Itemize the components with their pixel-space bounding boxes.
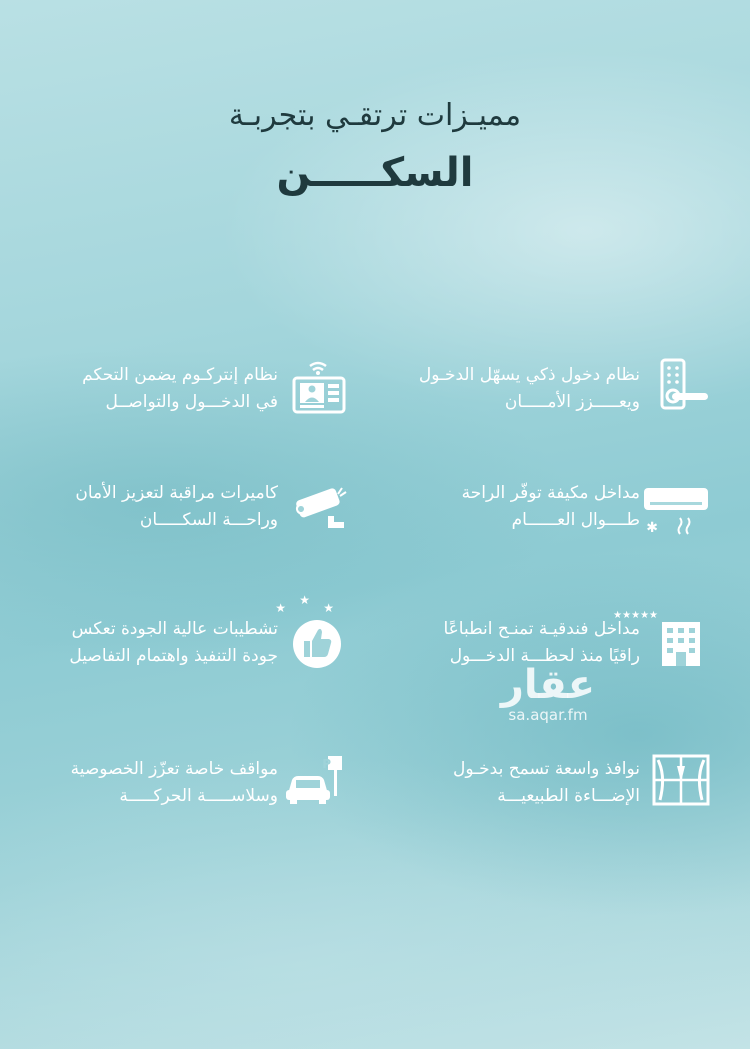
- feature-intercom: [30, 358, 350, 448]
- svg-text:★: ★: [299, 593, 310, 607]
- feature-text: [390, 362, 640, 416]
- feature-line-1: تشطيبات عالية الجودة تعكس: [71, 619, 278, 639]
- feature-text: [390, 756, 640, 810]
- svg-text:★: ★: [323, 601, 334, 615]
- window-icon: [650, 752, 712, 814]
- feature-parking: [30, 752, 350, 842]
- feature-text: [390, 480, 640, 534]
- title-line-1: مميـزات ترتقـي بتجربـة: [228, 98, 522, 133]
- feature-text: [28, 756, 278, 810]
- title-line-2: السكـــــن: [276, 150, 474, 196]
- watermark-logo: عقار: [500, 662, 596, 708]
- aqar-watermark: [488, 664, 608, 724]
- feature-line-2: جودة التنفيذ واهتمام التفاصيل: [69, 646, 278, 666]
- feature-text: [28, 480, 278, 534]
- feature-line-2: وسلاســـــة الحركـــــة: [119, 786, 278, 806]
- feature-line-1: نظام دخول ذكي يسهّل الدخـول: [418, 365, 640, 385]
- feature-cameras: [30, 476, 350, 566]
- feature-line-2: وراحـــة السكـــــان: [139, 510, 278, 530]
- feature-line-1: مداخل فندقيـة تمنـح انطباعًا: [443, 619, 640, 639]
- feature-line-1: نوافذ واسعة تسمح بدخـول: [453, 759, 640, 779]
- feature-line-1: مداخل مكيفة توفّر الراحة: [461, 483, 640, 503]
- feature-line-2: في الدخـــول والتواصــل: [105, 392, 278, 412]
- watermark-site: sa.aqar.fm: [508, 706, 588, 724]
- feature-line-1: مواقف خاصة تعزّز الخصوصية: [70, 759, 278, 779]
- feature-text: [28, 616, 278, 670]
- svg-text:P: P: [322, 757, 331, 771]
- intercom-icon: [288, 358, 350, 420]
- feature-line-2: راقيًا منذ لحظـــة الدخـــول: [449, 646, 640, 666]
- hotel-building-icon: [613, 606, 712, 668]
- feature-line-2: ويعـــــزز الأمـــــان: [504, 392, 640, 412]
- smart-lock-icon: [650, 358, 712, 420]
- feature-smart-entry: [392, 358, 712, 448]
- parking-car-icon: [284, 752, 350, 814]
- feature-windows: [392, 752, 712, 842]
- feature-text: [28, 362, 278, 416]
- feature-line-1: نظام إنتركـوم يضمن التحكم: [82, 365, 278, 385]
- feature-line-2: طــــوال العــــــام: [511, 510, 640, 530]
- air-conditioner-icon: [646, 484, 712, 546]
- svg-text:★★★★★: ★★★★★: [613, 610, 658, 621]
- feature-line-1: كاميرات مراقبة لتعزيز الأمان: [75, 483, 278, 503]
- feature-finishes: [30, 593, 350, 702]
- thumbs-up-stars-icon: [275, 593, 350, 672]
- feature-line-2: الإضـــاءة الطبيعيـــة: [497, 786, 640, 806]
- security-camera-icon: [288, 482, 350, 544]
- svg-text:✱: ✱: [646, 520, 658, 536]
- svg-text:★: ★: [275, 601, 286, 615]
- feature-air-conditioned: [392, 476, 712, 566]
